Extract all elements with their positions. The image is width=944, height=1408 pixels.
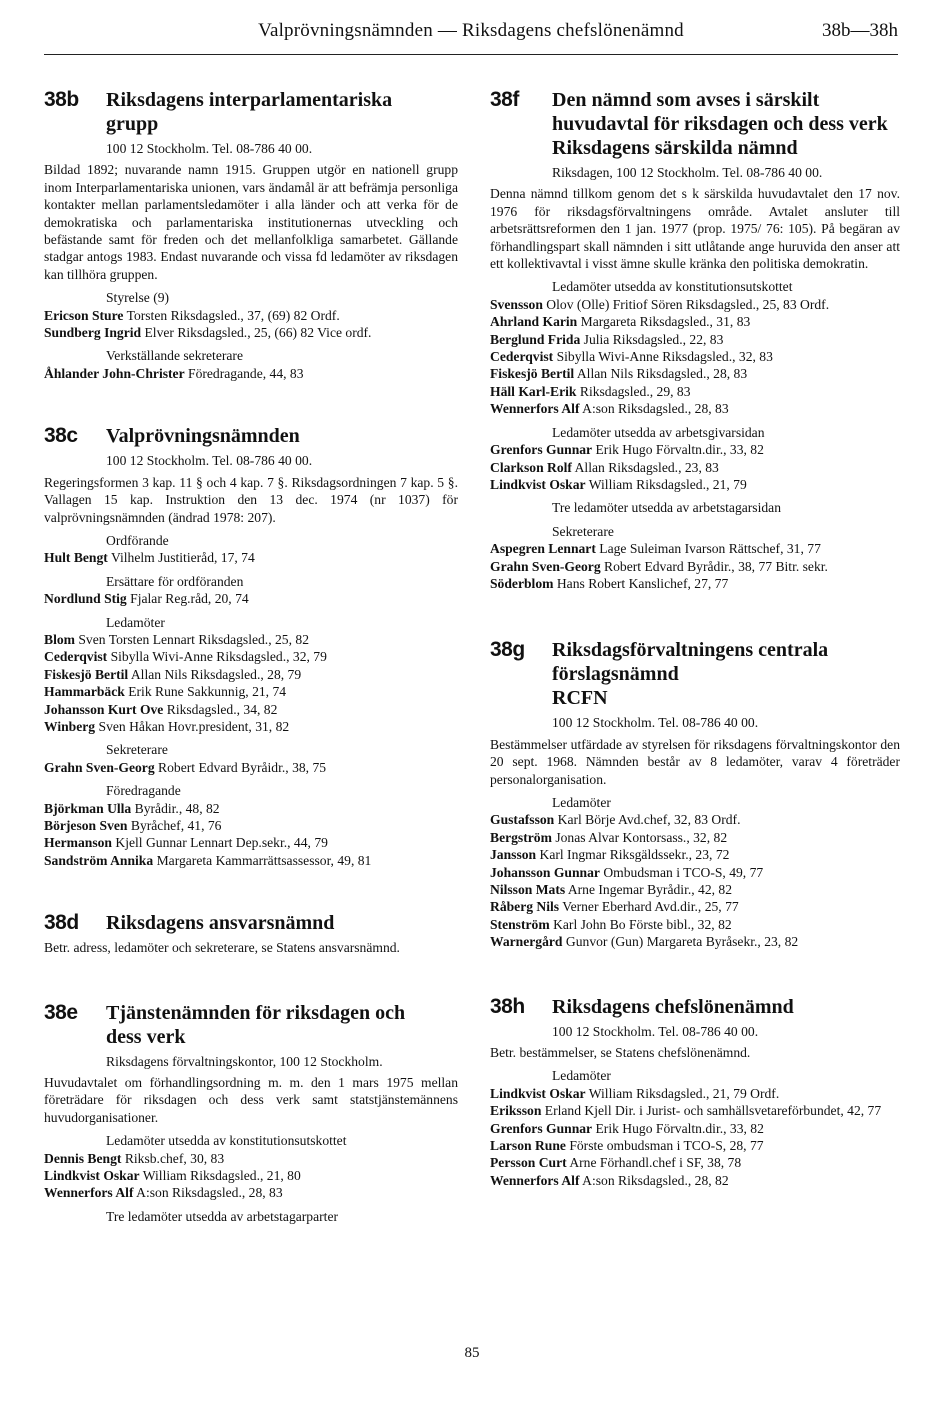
section-38c <box>44 424 458 869</box>
section-38g <box>490 638 900 950</box>
section-title-line: dess verk <box>106 1025 186 1048</box>
member-name: Berglund Frida <box>490 331 581 347</box>
member-details: Byrådir., 48, 82 <box>134 800 220 816</box>
member-entry <box>44 852 458 869</box>
page-number: 85 <box>464 1345 480 1361</box>
section-description: Bildad 1892; nuvarande namn 1915. Gruppen utgör en nationell grupp inom Interparlamentariska unionen, vars ändamål är att befrämja personliga kontakter mellan parlamentsledamöter i alla länder och att verka för de demokratiska och parlamentariska institutionernas utveckling och befästande samt för freden och det mellanfolkliga samarbetet. Gällande stadgar antogs 1983. Endast nuvarande och vissa fd ledamöter av riksdagen kan tillhöra gruppen. <box>44 162 458 282</box>
member-entry <box>490 296 900 313</box>
member-name: Häll Karl-Erik <box>490 383 577 399</box>
role-heading: Ledamöter <box>106 614 165 630</box>
member-details: Erik Hugo Förvaltn.dir., 33, 82 <box>595 442 764 458</box>
member-entry <box>490 365 900 382</box>
member-entry <box>44 701 458 718</box>
member-name: Börjeson Sven <box>44 818 128 833</box>
member-entry <box>490 864 900 881</box>
member-entry <box>490 881 900 898</box>
member-entry <box>490 811 900 828</box>
member-name: Stenström <box>490 916 550 932</box>
member-entry <box>490 916 900 933</box>
member-name: Wennerfors Alf <box>490 1172 580 1188</box>
section-code: 38b <box>44 88 79 111</box>
section-title-line: Riksdagsförvaltningens centrala <box>552 639 829 662</box>
member-name: Åhlander John-Christer <box>44 365 185 381</box>
section-heading <box>490 995 900 1019</box>
member-details: Byråchef, 41, 76 <box>130 818 222 833</box>
member-details: Förste ombudsman i TCO-S, 28, 77 <box>569 1138 764 1154</box>
section-title <box>106 1001 458 1049</box>
section-title-line: förslagsnämnd <box>552 663 679 686</box>
section-heading <box>44 88 458 136</box>
member-entry <box>490 829 900 846</box>
role-heading: Sekreterare <box>106 742 168 758</box>
section-title-line: RCFN <box>552 687 608 710</box>
member-entry <box>44 683 458 700</box>
member-name: Dennis Bengt <box>44 1150 122 1166</box>
section-code: 38h <box>490 994 525 1018</box>
member-name: Sundberg Ingrid <box>44 325 142 341</box>
member-entry <box>490 558 900 575</box>
role-heading: Ordförande <box>106 532 169 548</box>
member-name: Grenfors Gunnar <box>490 442 593 458</box>
section-38f <box>490 88 900 592</box>
section-code: 38f <box>490 88 519 111</box>
member-details: Riksb.chef, 30, 83 <box>124 1150 225 1166</box>
section-code: 38d <box>44 911 79 935</box>
member-details: A:son Riksdagsled., 28, 83 <box>582 401 729 417</box>
section-title <box>106 424 458 448</box>
role-heading: Ledamöter utsedda av konstitutionsutskottet <box>552 279 793 295</box>
member-details: Verner Eberhard Avd.dir., 25, 77 <box>562 899 739 915</box>
member-details: Arne Ingemar Byrådir., 42, 82 <box>567 882 733 897</box>
section-address: 100 12 Stockholm. Tel. 08-786 40 00. <box>106 453 313 469</box>
member-entry <box>490 441 900 458</box>
member-name: Lindkvist Oskar <box>490 1085 586 1101</box>
member-name: Warnergård <box>490 934 563 950</box>
section-code: 38g <box>490 638 525 662</box>
role-heading: Föredragande <box>106 783 181 799</box>
role-heading: Tre ledamöter utsedda av arbetstagarsidan <box>552 500 782 516</box>
member-details: Föredragande, 44, 83 <box>188 365 304 381</box>
member-details: Margareta Riksdagsled., 31, 83 <box>580 314 751 330</box>
running-header-title: Valprövningsnämnden — Riksdagens chefslönenämnd <box>258 20 684 41</box>
left-column <box>44 88 458 1225</box>
member-name: Cederqvist <box>44 649 108 665</box>
section-description: Huvudavtalet om förhandlingsordning m. m. den 1 mars 1975 mellan företrädare för riksdagen och dess verk samt statstjänstemännens huvudorganisationer. <box>44 1075 458 1125</box>
member-details: Gunvor (Gun) Margareta Byråsekr., 23, 82 <box>565 934 799 950</box>
section-38h <box>490 995 900 1190</box>
section-title <box>552 88 900 160</box>
section-title-line: grupp <box>106 113 159 135</box>
member-details: Torsten Riksdagsled., 37, (69) 82 Ordf. <box>126 307 340 323</box>
member-entry <box>44 549 458 566</box>
section-description: Betr. bestämmelser, se Statens chefslönenämnd. <box>490 1045 751 1061</box>
member-entry <box>490 1137 900 1154</box>
section-address: 100 12 Stockholm. Tel. 08-786 40 00. <box>106 141 313 156</box>
member-details: Kjell Gunnar Lennart Dep.sekr., 44, 79 <box>115 835 328 851</box>
section-38d <box>44 911 458 956</box>
member-entry <box>44 324 458 341</box>
member-name: Blom <box>44 631 75 647</box>
section-title-line: Valprövningsnämnden <box>106 425 300 448</box>
member-entry <box>490 459 900 476</box>
member-name: Råberg Nils <box>490 899 560 915</box>
member-entry <box>490 1172 900 1189</box>
member-details: Karl John Bo Förste bibl., 32, 82 <box>553 916 732 932</box>
member-entry <box>490 575 900 592</box>
member-entry <box>490 383 900 400</box>
section-38b <box>44 88 458 382</box>
member-entry <box>44 1167 458 1184</box>
role-heading: Ledamöter <box>552 1068 611 1084</box>
member-details: Sven Torsten Lennart Riksdagsled., 25, 82 <box>78 631 309 647</box>
member-entry <box>44 1150 458 1167</box>
member-entry <box>490 933 900 950</box>
section-description: Betr. adress, ledamöter och sekreterare, se Statens ansvarsnämnd. <box>44 940 400 956</box>
member-details: Riksdagsled., 34, 82 <box>166 701 278 717</box>
member-entry <box>490 1120 900 1137</box>
member-entry <box>490 1102 900 1119</box>
member-details: Allan Riksdagsled., 23, 83 <box>574 459 719 475</box>
section-title-line: Riksdagens särskilda nämnd <box>552 137 798 159</box>
member-name: Hult Bengt <box>44 550 108 566</box>
member-entry <box>490 1154 900 1171</box>
section-description: Regeringsformen 3 kap. 11 § och 4 kap. 7 §. Riksdagsordningen 7 kap. 5 §. Vallagen 15 kap. Instruktion den 13 dec. 1974 (nr 1037) för valprövningsnämnden (ändrad 1978: 207). <box>44 474 458 525</box>
member-details: Sibylla Wivi-Anne Riksdagsled., 32, 79 <box>110 649 327 665</box>
member-entry <box>44 365 458 382</box>
member-name: Wennerfors Alf <box>44 1185 134 1201</box>
running-header <box>44 18 898 55</box>
member-name: Wennerfors Alf <box>490 401 580 417</box>
member-entry <box>490 348 900 365</box>
member-name: Cederqvist <box>490 349 554 365</box>
section-heading <box>44 911 458 935</box>
member-details: Riksdagsled., 29, 83 <box>579 383 691 399</box>
member-details: Karl Ingmar Riksgäldssekr., 23, 72 <box>539 847 730 863</box>
member-details: William Riksdagsled., 21, 80 <box>142 1168 301 1184</box>
member-details: William Riksdagsled., 21, 79 Ordf. <box>588 1085 780 1101</box>
section-address: 100 12 Stockholm. Tel. 08-786 40 00. <box>552 715 759 731</box>
member-details: Robert Edvard Byråidr., 38, 75 <box>158 759 327 775</box>
member-name: Johansson Gunnar <box>490 864 600 880</box>
member-details: A:son Riksdagsled., 28, 82 <box>582 1172 729 1188</box>
section-title-line: Den nämnd som avses i särskilt <box>552 89 820 111</box>
member-details: Erland Kjell Dir. i Jurist- och samhällsvetareförbundet, 42, 77 <box>544 1103 882 1119</box>
member-name: Winberg <box>44 718 96 734</box>
member-entry <box>44 1184 458 1201</box>
member-details: Allan Nils Riksdagsled., 28, 79 <box>130 666 302 682</box>
section-title-line: Riksdagens chefslönenämnd <box>552 995 794 1018</box>
member-details: Hans Robert Kanslichef, 27, 77 <box>556 575 729 591</box>
member-details: Erik Rune Sakkunnig, 21, 74 <box>128 684 287 700</box>
section-address: Riksdagens förvaltningskontor, 100 12 Stockholm. <box>106 1053 383 1069</box>
member-name: Jansson <box>490 847 537 863</box>
member-name: Ericson Sture <box>44 307 124 323</box>
section-heading <box>490 638 900 710</box>
member-entry <box>490 313 900 330</box>
section-description: Denna nämnd tillkom genom det s k särskilda huvudavtalet den 17 nov. 1976 för riksdagsförvaltningens område. Avtalet ansluter till arbetsrättsreformen den 1 jan. 1977 (prop. 1975/ 76: 105). På begäran av förhandlingspart skall nämnden i sitt utlåtande ange huruvida den anser att ett kollektivavtal i visst ämne skulle kränka den politiska demokratin. <box>490 186 900 272</box>
member-name: Nordlund Stig <box>44 591 127 607</box>
member-details: A:son Riksdagsled., 28, 83 <box>136 1185 283 1201</box>
member-details: Julia Riksdagsled., 22, 83 <box>583 331 724 347</box>
member-entry <box>490 1085 900 1102</box>
section-heading <box>44 1001 458 1049</box>
section-address: 100 12 Stockholm. Tel. 08-786 40 00. <box>552 1023 759 1039</box>
member-name: Persson Curt <box>490 1155 567 1171</box>
member-name: Nilsson Mats <box>490 882 566 897</box>
member-name: Svensson <box>490 296 543 312</box>
member-entry <box>44 759 458 776</box>
section-title-line: Tjänstenämnden för riksdagen och <box>106 1001 406 1024</box>
running-header-range: 38b—38h <box>822 20 898 41</box>
member-name: Clarkson Rolf <box>490 459 572 475</box>
section-code: 38c <box>44 424 78 448</box>
member-entry <box>490 898 900 915</box>
member-name: Söderblom <box>490 575 554 591</box>
member-entry <box>44 307 458 324</box>
member-name: Fiskesjö Bertil <box>44 666 129 682</box>
member-entry <box>44 666 458 683</box>
section-code: 38e <box>44 1000 78 1024</box>
member-entry <box>44 631 458 648</box>
member-name: Hammarbäck <box>44 684 125 700</box>
role-heading: Styrelse (9) <box>106 290 170 306</box>
member-details: Elver Riksdagsled., 25, (66) 82 Vice ordf. <box>144 325 372 341</box>
section-heading <box>490 88 900 160</box>
member-details: Allan Nils Riksdagsled., 28, 83 <box>576 366 748 382</box>
member-entry <box>44 817 458 834</box>
member-entry <box>44 590 458 607</box>
member-entry <box>44 718 458 735</box>
member-name: Larson Rune <box>490 1138 566 1154</box>
member-entry <box>44 648 458 665</box>
member-name: Lindkvist Oskar <box>490 476 586 492</box>
member-entry <box>490 476 900 493</box>
member-name: Fiskesjö Bertil <box>490 366 575 382</box>
section-38e <box>44 1001 458 1226</box>
section-address: Riksdagen, 100 12 Stockholm. Tel. 08-786 40 00. <box>552 165 823 180</box>
member-name: Aspegren Lennart <box>490 541 596 557</box>
member-entry <box>490 846 900 863</box>
section-title-line: huvudavtal för riksdagen och dess verk <box>552 113 888 135</box>
member-entry <box>44 834 458 851</box>
member-details: Vilhelm Justitieråd, 17, 74 <box>110 550 255 566</box>
section-title-line: Riksdagens interparlamentariska <box>106 89 393 111</box>
section-title <box>106 88 458 136</box>
member-entry <box>44 800 458 817</box>
role-heading: Ledamöter <box>552 794 611 810</box>
role-heading: Tre ledamöter utsedda av arbetstagarparter <box>106 1208 339 1224</box>
member-details: Sibylla Wivi-Anne Riksdagsled., 32, 83 <box>556 349 773 365</box>
member-name: Hermanson <box>44 835 112 851</box>
member-name: Sandström Annika <box>44 852 154 868</box>
member-details: Karl Börje Avd.chef, 32, 83 Ordf. <box>557 812 741 828</box>
member-details: Erik Hugo Förvaltn.dir., 33, 82 <box>595 1120 764 1136</box>
role-heading: Ledamöter utsedda av konstitutionsutskottet <box>106 1133 347 1149</box>
member-entry <box>490 540 900 557</box>
member-details: Robert Edvard Byrådir., 38, 77 Bitr. sekr. <box>604 558 828 574</box>
member-name: Eriksson <box>490 1103 542 1119</box>
section-title-line: Riksdagens ansvarsnämnd <box>106 912 335 935</box>
role-heading: Verkställande sekreterare <box>106 348 243 364</box>
member-name: Björkman Ulla <box>44 800 132 816</box>
member-details: Margareta Kammarrättsassessor, 49, 81 <box>156 852 372 868</box>
member-name: Grahn Sven-Georg <box>490 558 601 574</box>
section-title <box>106 911 458 935</box>
member-details: Jonas Alvar Kontorsass., 32, 82 <box>555 829 728 845</box>
member-details: Fjalar Reg.råd, 20, 74 <box>130 591 249 607</box>
member-details: Arne Förhandl.chef i SF, 38, 78 <box>569 1155 742 1171</box>
member-details: William Riksdagsled., 21, 79 <box>588 476 747 492</box>
section-heading <box>44 424 458 448</box>
role-heading: Ledamöter utsedda av arbetsgivarsidan <box>552 424 765 440</box>
member-name: Lindkvist Oskar <box>44 1168 140 1184</box>
section-title <box>552 638 900 710</box>
member-name: Grenfors Gunnar <box>490 1120 593 1136</box>
member-name: Johansson Kurt Ove <box>44 701 164 717</box>
role-heading: Ersättare för ordföranden <box>106 573 244 589</box>
member-entry <box>490 331 900 348</box>
member-entry <box>490 400 900 417</box>
role-heading: Sekreterare <box>552 523 614 539</box>
member-name: Grahn Sven-Georg <box>44 759 155 775</box>
member-name: Bergström <box>490 829 552 845</box>
member-details: Ombudsman i TCO-S, 49, 77 <box>603 864 764 880</box>
section-title <box>552 995 900 1019</box>
member-name: Ahrland Karin <box>490 314 578 330</box>
member-name: Gustafsson <box>490 812 555 828</box>
right-column <box>490 88 900 1189</box>
member-details: Olov (Olle) Fritiof Sören Riksdagsled., 25, 83 Ordf. <box>546 296 830 312</box>
member-details: Lage Suleiman Ivarson Rättschef, 31, 77 <box>599 541 821 557</box>
section-description: Bestämmelser utfärdade av styrelsen för riksdagens förvaltningskontor den 20 sept. 1968. Nämnden består av 8 ledamöter, varav 4 företräder personalorganisation. <box>490 736 900 787</box>
member-details: Sven Håkan Hovr.president, 31, 82 <box>98 718 290 734</box>
